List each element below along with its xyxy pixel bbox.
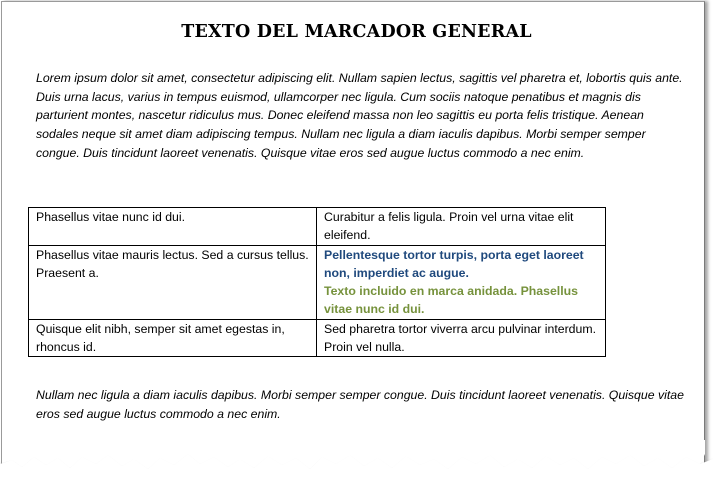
table-row bbox=[29, 245, 606, 319]
table-cell: Phasellus vitae nunc id dui. bbox=[29, 208, 317, 246]
table-cell: Phasellus vitae mauris lectus. Sed a cursus tellus. Praesent a. bbox=[29, 245, 317, 319]
table-cell: Quisque elit nibh, semper sit amet egestas in, rhoncus id. bbox=[29, 319, 317, 357]
nested-bookmark-text-green: Texto incluido en marca anidada. Phasellus vitae nunc id dui. bbox=[324, 284, 578, 317]
content-table bbox=[28, 207, 606, 357]
bookmark-text-blue: Pellentesque tortor turpis, porta eget laoreet non, imperdiet ac augue. bbox=[324, 247, 584, 280]
document-title: TEXTO DEL MARCADOR GENERAL bbox=[181, 22, 532, 42]
table-row bbox=[29, 208, 606, 246]
intro-paragraph: Lorem ipsum dolor sit amet, consectetur adipiscing elit. Nullam sapien lectus, sagittis vel pharetra et, lobortis quis ante. Duis urna lacus, varius in tempus euismod, ullamcorper nec ligula. Cum sociis natoque penatibus et magnis dis parturient montes, nascetur ridiculus mus. Donec eleifend massa non leo sagittis eu porta felis tristique. Aenean sodales neque sit amet diam adipiscing tempus. Nullam nec ligula a diam iaculis dapibus. Morbi semper semper congue. Duis tincidunt laoreet venenatis. Quisque vitae eros sed augue luctus commodo a nec enim. bbox=[36, 71, 683, 160]
table-cell: Curabitur a felis ligula. Proin vel urna vitae elit eleifend. bbox=[317, 208, 606, 246]
page-fill-above-tear bbox=[0, 440, 713, 476]
table-cell: Sed pharetra tortor viverra arcu pulvinar interdum. Proin vel nulla. bbox=[317, 319, 606, 357]
table-cell-nested-marks bbox=[317, 245, 606, 319]
closing-paragraph: Nullam nec ligula a diam iaculis dapibus. Morbi semper semper congue. Duis tincidunt laoreet venenatis. Quisque vitae eros sed augue luctus commodo a nec enim. bbox=[36, 388, 684, 421]
table-row bbox=[29, 319, 606, 357]
